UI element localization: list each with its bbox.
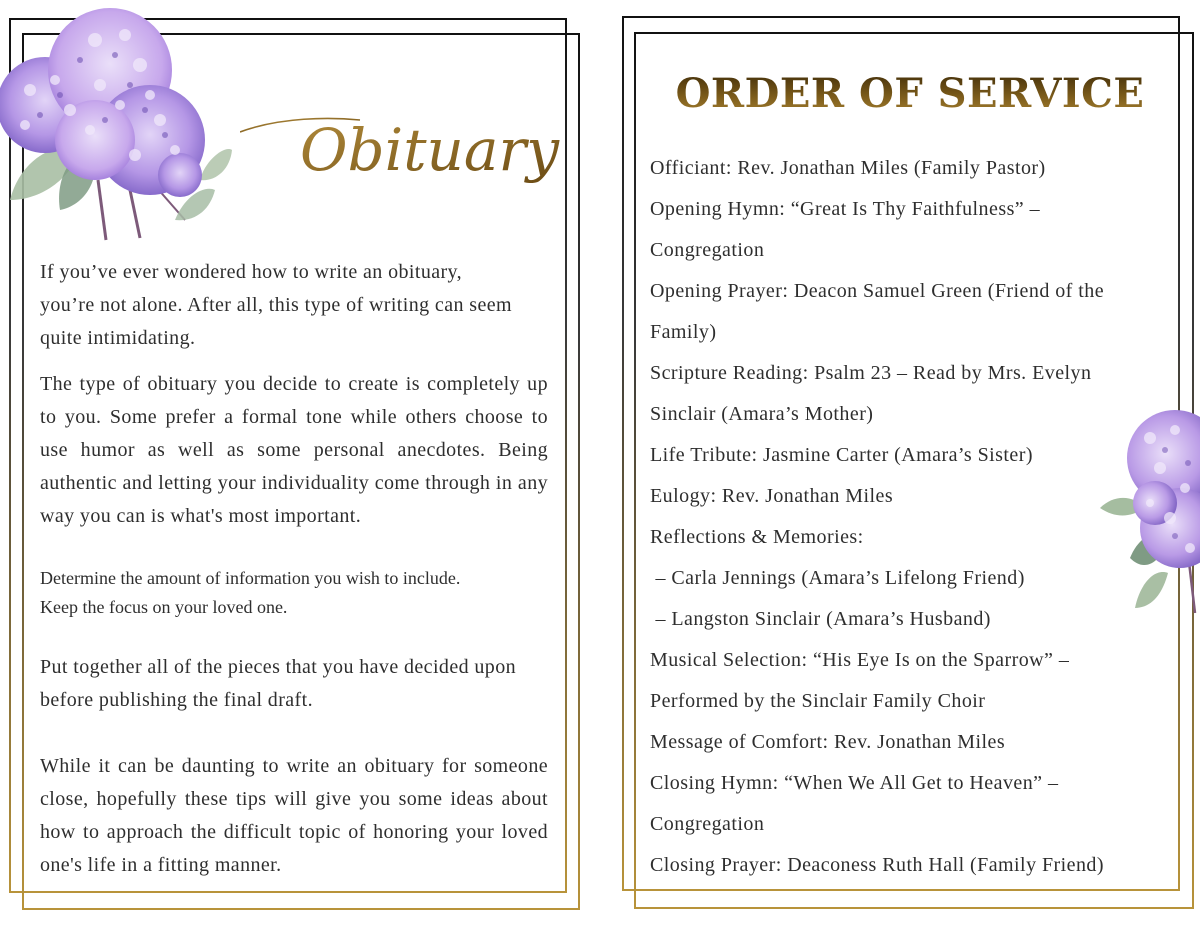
service-item: Family): [650, 321, 717, 343]
obituary-title-text: Obituary: [300, 116, 559, 184]
service-item: Closing Hymn: “When We All Get to Heaven” –: [650, 772, 1059, 794]
paragraph-line: Keep the focus on your loved one.: [40, 597, 288, 617]
paragraph-type: The type of obituary you decide to create is completely up to you. Some prefer a formal tone while others choose to use humor as well as some personal anecdotes. Being authentic and letting your individuality come through in any way you can is what's most important.: [40, 373, 548, 527]
service-item: Opening Hymn: “Great Is Thy Faithfulness” –: [650, 198, 1041, 220]
paragraph-line: Determine the amount of information you wish to include.: [40, 568, 461, 588]
paragraph-intro: [40, 256, 548, 355]
service-item: Congregation: [650, 813, 765, 835]
paragraph-closing: While it can be daunting to write an obituary for someone close, hopefully these tips will give you some ideas about how to approach the difficult topic of honoring your loved one's life in a fitting manner.: [40, 755, 548, 876]
service-item: Message of Comfort: Rev. Jonathan Miles: [650, 731, 1006, 753]
paragraph-line: before publishing the final draft.: [40, 689, 313, 711]
hydrangea-flower-icon: [1100, 408, 1200, 618]
hydrangea-flower-icon: [0, 0, 240, 245]
paragraph-line: Put together all of the pieces that you have decided upon: [40, 656, 516, 678]
service-item: Life Tribute: Jasmine Carter (Amara’s Sister): [650, 444, 1033, 466]
service-item: Sinclair (Amara’s Mother): [650, 403, 874, 425]
paragraph-line: If you’ve ever wondered how to write an obituary,: [40, 261, 463, 283]
order-of-service-title: ORDER OF SERVICE: [640, 70, 1180, 117]
paragraph-information: [40, 564, 548, 622]
order-of-service-list: [650, 148, 1130, 886]
service-item: Closing Prayer: Deaconess Ruth Hall (Family Friend): [650, 854, 1104, 876]
service-item: – Langston Sinclair (Amara’s Husband): [650, 608, 991, 630]
obituary-script-title: [240, 92, 560, 202]
service-item: Officiant: Rev. Jonathan Miles (Family Pastor): [650, 157, 1046, 179]
service-item: Reflections & Memories:: [650, 526, 864, 548]
service-item: Opening Prayer: Deacon Samuel Green (Friend of the: [650, 280, 1105, 302]
service-item: Performed by the Sinclair Family Choir: [650, 690, 986, 712]
service-item: – Carla Jennings (Amara’s Lifelong Friend): [650, 567, 1025, 589]
service-item: Congregation: [650, 239, 765, 261]
service-item: Eulogy: Rev. Jonathan Miles: [650, 485, 894, 507]
paragraph-line: you’re not alone. After all, this type of writing can seem: [40, 294, 512, 316]
paragraph-line: quite intimidating.: [40, 327, 196, 349]
paragraph-pieces: [40, 651, 548, 717]
service-item: Musical Selection: “His Eye Is on the Sparrow” –: [650, 649, 1070, 671]
service-item: Scripture Reading: Psalm 23 – Read by Mrs. Evelyn: [650, 362, 1092, 384]
